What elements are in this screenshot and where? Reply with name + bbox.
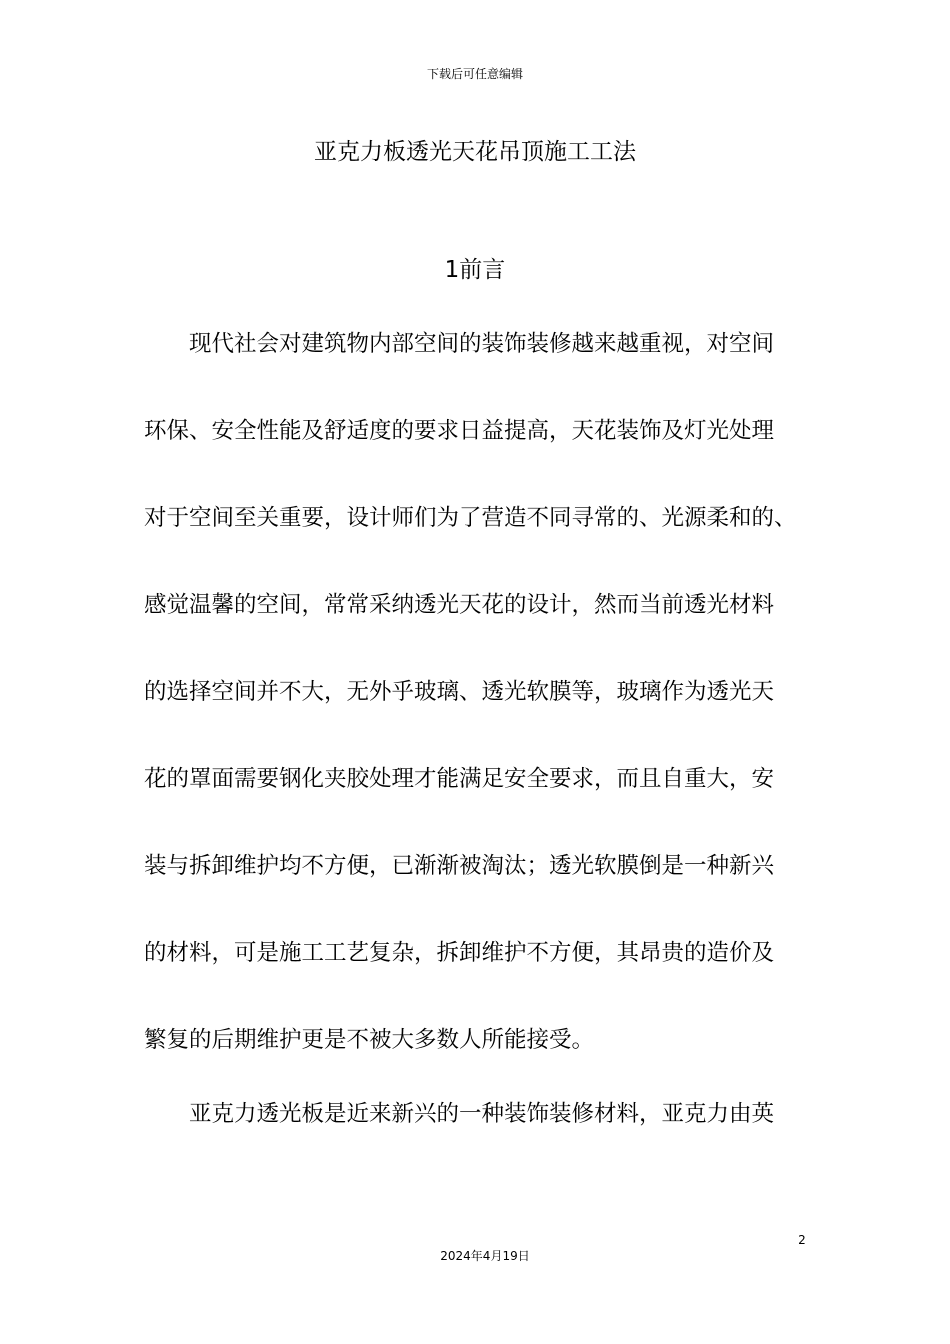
body-line: 繁复的后期维护更是不被大多数人所能接受。 (144, 1027, 595, 1053)
page-number: 2 (798, 1233, 806, 1247)
body-line: 花的罩面需要钢化夹胶处理才能满足安全要求，而且自重大，安 (144, 766, 775, 792)
footer-date: 2024年4月19日 (440, 1249, 530, 1263)
body-line: 亚克力透光板是近来新兴的一种装饰装修材料，亚克力由英 (144, 1101, 775, 1127)
body-line: 现代社会对建筑物内部空间的装饰装修越来越重视，对空间 (144, 331, 775, 357)
body-line: 装与拆卸维护均不方便，已渐渐被淘汰；透光软膜倒是一种新兴 (144, 853, 775, 879)
body-line: 环保、安全性能及舒适度的要求日益提高，天花装饰及灯光处理 (144, 418, 775, 444)
header-note: 下载后可任意编辑 (426, 67, 523, 81)
body-line: 的材料，可是施工工艺复杂，拆卸维护不方便，其昂贵的造价及 (144, 940, 775, 966)
body-line: 的选择空间并不大，无外乎玻璃、透光软膜等，玻璃作为透光天 (144, 679, 775, 705)
body-line: 对于空间至关重要，设计师们为了营造不同寻常的、光源柔和的、 (144, 505, 797, 531)
document-title: 亚克力板透光天花吊顶施工工法 (314, 139, 636, 165)
body-line: 感觉温馨的空间，常常采纳透光天花的设计，然而当前透光材料 (144, 592, 775, 618)
section-heading: 1前言 (444, 257, 506, 283)
